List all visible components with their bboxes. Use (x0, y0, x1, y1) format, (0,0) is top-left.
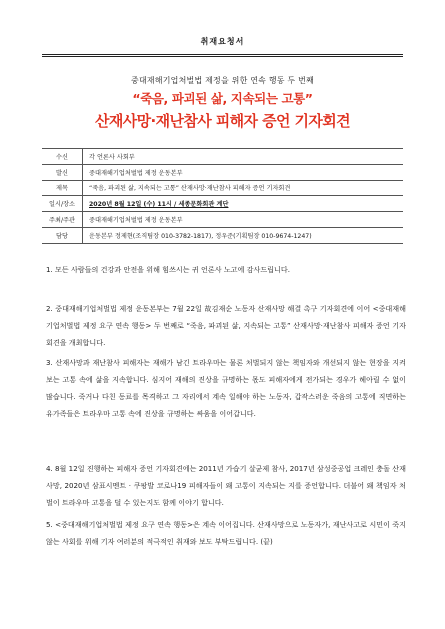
info-value: 중대재해기업처벌법 제정 운동본부 (83, 212, 404, 228)
info-value: 중대재해기업처벌법 제정 운동본부 (83, 164, 404, 180)
info-label: 수신 (42, 149, 83, 165)
paragraph-2: 2. 중대재해기업처벌법 제정 운동본부는 7월 22일 故김재순 노동자 산재사망 해결 촉구 기자회견에 이어 <중대재해기업처벌법 제정 요구 연속 행동> 두 번째로 “죽음, 파괴된 삶, 지속되는 고통” 산재사망·재난참사 피해자 증언 기자회견을 개최합니다. (46, 304, 406, 347)
info-row-subject (42, 180, 403, 196)
headline-main: 산재사망·재난참사 피해자 증언 기자회견 (94, 112, 351, 130)
info-row-recipient (42, 149, 403, 165)
info-row-organizer (42, 212, 403, 228)
info-label: 주최/주관 (42, 212, 83, 228)
paragraph-1: 1. 모든 사람들의 건강과 안전을 위해 힘쓰시는 귀 언론사 노고에 감사드립니다. (46, 265, 290, 274)
paragraph-3: 3. 산재사망과 재난참사 피해자는 재해가 남긴 트라우마는 물론 처벌되지 않는 책임자와 개선되지 않는 현장을 지켜보는 고통 속에 삶을 지속합니다. 심지어 재해의 진상을 규명하는 몫도 피해자에게 전가되는 경우가 헤아릴 수 없이 많습니다. 죽거나 다친 동료를 목격하고 그 자리에서 계속 일해야 하는 노동자, 갑작스러운 죽음의 고통에 직면하는 유가족들은 트라우마 고통 속에 진상을 규명하는 싸움을 이어갑니다. (46, 358, 406, 418)
info-label: 일시/장소 (42, 196, 83, 212)
info-row-datetime-place (42, 196, 403, 212)
document-title: 취재요청서 (200, 37, 245, 46)
info-label: 제목 (42, 180, 83, 196)
info-value: “죽음, 파괴된 삶, 지속되는 고통” 산재사망·재난참사 피해자 증언 기자회견 (83, 180, 404, 196)
paragraph-5: 5. <중대재해기업처벌법 제정 요구 연속 행동>은 계속 이어집니다. 산재사망으로 노동자가, 재난사고로 시민이 죽지 않는 사회를 위해 기자 여러분의 적극적인 취재와 보도 부탁드립니다. (끝) (46, 520, 406, 546)
info-value: 각 언론사 사회부 (83, 149, 404, 165)
paragraph-4: 4. 8월 12일 진행하는 피해자 증언 기자회견에는 2011년 가습기 살균제 참사, 2017년 삼성중공업 크레인 충돌 산재사망, 2020년 삼표시멘트 · 쿠팡발 코로나19 피해자들이 왜 고통이 지속되는 지를 증언합니다. 더불어 왜 책임자 처벌이 트라우마 고통을 덜 수 있는지도 함께 이야기 합니다. (46, 464, 406, 507)
title-divider-bottom (42, 56, 403, 57)
info-label: 담당 (42, 227, 83, 243)
headline-quote: “죽음, 파괴된 삶, 지속되는 고통” (132, 91, 313, 106)
info-value: 운동본부 정제현(조직팀장 010-3782-1817), 정우준(기획팀장 010-9674-1247) (83, 227, 404, 243)
info-row-sender (42, 164, 403, 180)
info-value-datetime: 2020년 8월 12일 (수) 11시 / 세종문화회관 계단 (89, 201, 229, 209)
sub-headline: 중대재해기업처벌법 제정을 위한 연속 행동 두 번째 (131, 76, 314, 85)
title-divider-top (42, 54, 403, 55)
info-table (42, 148, 403, 244)
info-label: 발신 (42, 164, 83, 180)
info-row-contact (42, 227, 403, 243)
